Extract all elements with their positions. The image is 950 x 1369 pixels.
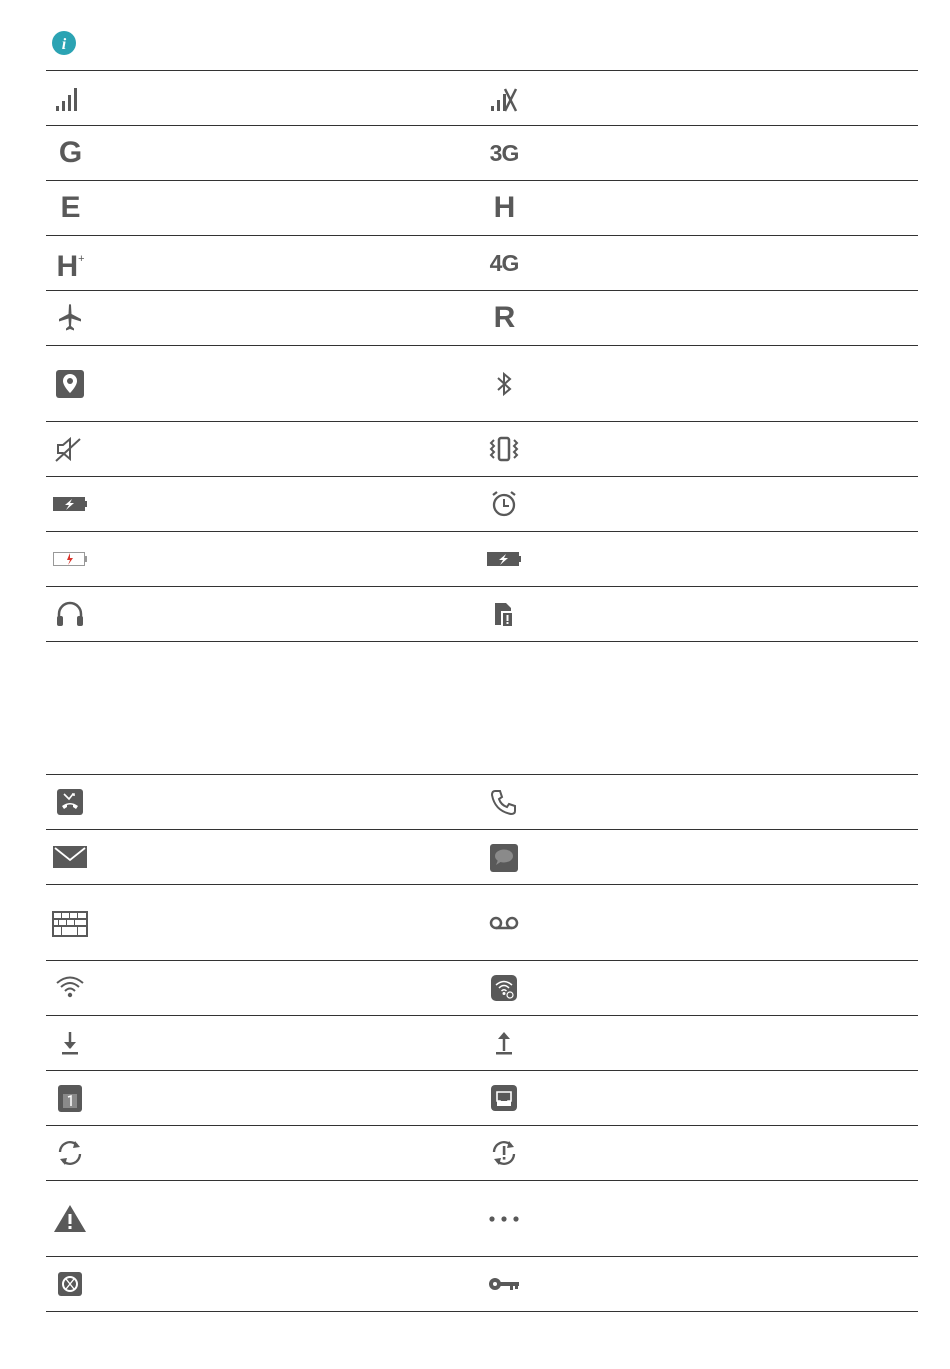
missed-call-icon xyxy=(52,784,88,820)
table-row xyxy=(46,775,918,830)
no-signal-icon xyxy=(486,80,522,116)
airplane-mode-icon xyxy=(52,300,88,336)
keyboard-icon xyxy=(52,905,88,941)
vibration-mode-icon xyxy=(486,431,522,467)
table-row xyxy=(46,422,918,477)
table-row xyxy=(46,885,918,961)
table-row xyxy=(46,961,918,1016)
table-row xyxy=(46,532,918,587)
battery-full-icon xyxy=(486,541,522,577)
calendar-event-icon xyxy=(52,1080,88,1116)
wifi-hotspot-icon xyxy=(486,970,522,1006)
usb-connected-icon xyxy=(486,1080,522,1116)
info-icon xyxy=(52,31,76,55)
4g-icon: 4G xyxy=(489,250,519,276)
table-row xyxy=(46,181,918,236)
table-row xyxy=(46,346,918,422)
table-row xyxy=(46,126,918,181)
more-notifications-icon xyxy=(486,1201,522,1237)
signal-strength-icon xyxy=(52,80,88,116)
table-row xyxy=(46,587,918,642)
battery-charging-icon xyxy=(52,486,88,522)
table-row xyxy=(46,1126,918,1181)
gprs-icon: G xyxy=(58,136,82,169)
no-sim-card-icon xyxy=(486,596,522,632)
table-row xyxy=(46,236,918,291)
table-row xyxy=(46,477,918,532)
table-row xyxy=(46,830,918,885)
table-row xyxy=(46,1071,918,1126)
syncing-icon xyxy=(52,1135,88,1171)
table-row xyxy=(46,1016,918,1071)
warning-icon xyxy=(52,1201,88,1237)
downloading-icon xyxy=(52,1025,88,1061)
location-icon xyxy=(52,366,88,402)
alarm-icon xyxy=(486,486,522,522)
vpn-connected-icon xyxy=(486,1266,522,1302)
bluetooth-icon xyxy=(486,366,522,402)
new-email-icon xyxy=(52,839,88,875)
table-row xyxy=(46,1181,918,1257)
uploading-icon xyxy=(486,1025,522,1061)
headset-icon xyxy=(52,596,88,632)
voicemail-icon xyxy=(486,905,522,941)
silent-mode-icon xyxy=(52,431,88,467)
screenshot-icon xyxy=(52,1266,88,1302)
wifi-icon xyxy=(52,970,88,1006)
table-row xyxy=(46,291,918,346)
table-row xyxy=(46,1257,918,1312)
svg-text:i: i xyxy=(61,36,67,53)
roaming-icon: R xyxy=(493,301,515,334)
sync-failed-icon xyxy=(486,1135,522,1171)
new-message-icon xyxy=(486,839,522,875)
hspa-icon: H xyxy=(493,191,515,224)
edge-icon: E xyxy=(60,191,80,224)
notification-icon-table xyxy=(46,774,918,1312)
table-row xyxy=(46,71,918,126)
call-in-progress-icon xyxy=(486,784,522,820)
hspa-plus-icon: H+ xyxy=(56,250,84,283)
status-icon-table xyxy=(46,70,918,642)
3g-icon: 3G xyxy=(489,140,519,166)
battery-low-icon xyxy=(52,541,88,577)
